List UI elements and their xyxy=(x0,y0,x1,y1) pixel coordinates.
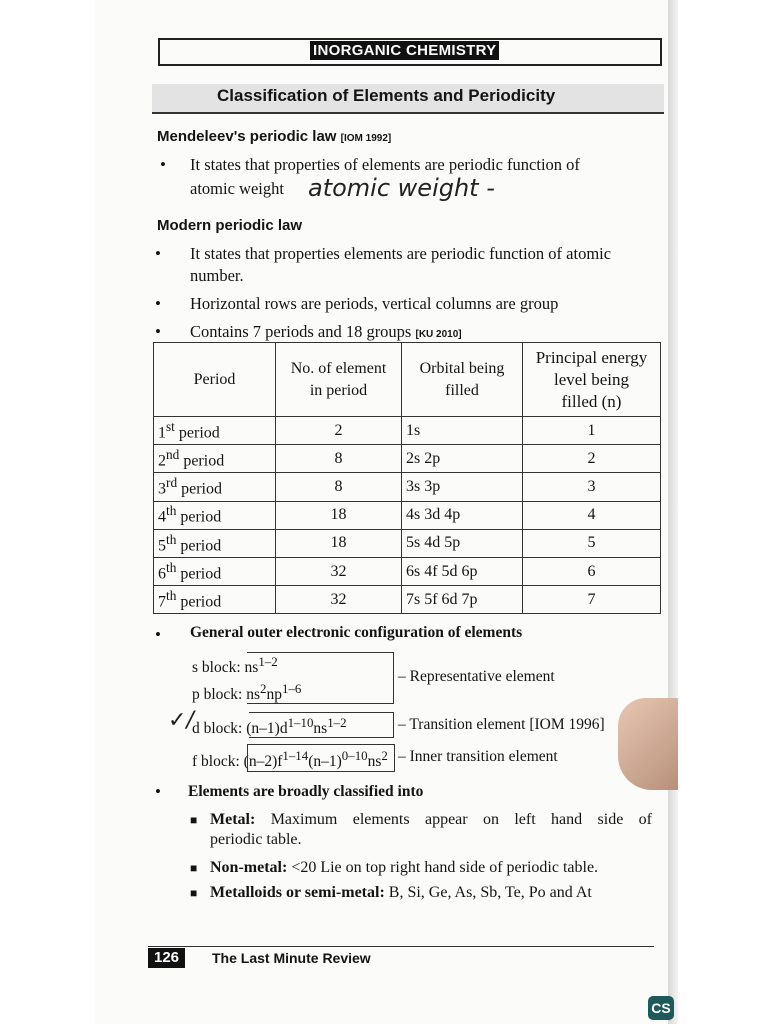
count-cell: 18 xyxy=(276,501,402,529)
modern-heading: Modern periodic law xyxy=(157,217,303,234)
modern-text-1: It states that properties elements are periodic function of atomic xyxy=(190,244,612,263)
bullet-icon: • xyxy=(155,625,161,644)
table-row xyxy=(154,417,661,445)
modern-text-2: number. xyxy=(190,266,244,285)
modern-ref: [KU 2010] xyxy=(415,329,462,340)
period-cell: 1st period xyxy=(154,417,276,445)
period-cell: 6th period xyxy=(154,557,276,585)
metal-line-1: Metal: Maximum elements appear on left hand side of xyxy=(210,811,652,828)
count-cell: 8 xyxy=(276,445,402,473)
period-cell: 4th period xyxy=(154,501,276,529)
period-cell: 5th period xyxy=(154,529,276,557)
handwritten-note: atomic weight - xyxy=(308,174,495,202)
count-cell: 8 xyxy=(276,473,402,501)
table-row xyxy=(154,557,661,585)
modern-text-3: Horizontal rows are periods, vertical columns are group xyxy=(190,294,559,313)
table-row xyxy=(154,501,661,529)
checkmark-icon: ✓/ xyxy=(168,708,194,733)
camscanner-logo: CS xyxy=(648,996,674,1020)
level-cell: 2 xyxy=(523,445,661,473)
bullet-icon: • xyxy=(155,322,161,341)
orbital-cell: 7s 5f 6d 7p xyxy=(402,586,523,614)
f-block: f block: $(n-2)f^{1-14}(n-1)^{0-10}ns^2$ xyxy=(192,748,388,771)
p-block: p block: $ns^2np^{1-6}$ xyxy=(192,681,302,704)
representative-bracket xyxy=(247,652,394,704)
finger-shadow xyxy=(618,698,678,790)
count-cell: 18 xyxy=(276,529,402,557)
orbital-cell: 1s xyxy=(402,417,523,445)
inner-transition-label: – Inner transition element xyxy=(398,748,558,765)
header-elements: No. of element in period xyxy=(276,343,402,417)
mendeleev-text-2: atomic weight xyxy=(190,179,284,198)
header-energy-level: Principal energy level being filled (n) xyxy=(523,343,661,417)
periods-table xyxy=(153,342,661,614)
count-cell: 32 xyxy=(276,557,402,585)
mendeleev-heading: Mendeleev's periodic law [IOM 1992] xyxy=(157,128,392,145)
metalloid-line: Metalloids or semi-metal: B, Si, Ge, As, Sb, Te, Po and At xyxy=(210,884,592,901)
period-cell: 2nd period xyxy=(154,445,276,473)
transition-bracket xyxy=(249,712,394,738)
book-title: The Last Minute Review xyxy=(212,950,371,966)
count-cell: 2 xyxy=(276,417,402,445)
header-period: Period xyxy=(154,343,276,417)
orbital-cell: 4s 3d 4p xyxy=(402,501,523,529)
representative-label: – Representative element xyxy=(398,668,555,685)
subject-title: INORGANIC CHEMISTRY xyxy=(310,41,499,60)
bullet-icon: • xyxy=(155,782,161,801)
header-orbital: Orbital being filled xyxy=(402,343,523,417)
metal-line-2: periodic table. xyxy=(210,831,302,848)
config-heading: General outer electronic configuration of elements xyxy=(190,624,523,641)
s-block: s block: $ns^{1-2}$ xyxy=(192,654,278,677)
level-cell: 5 xyxy=(523,529,661,557)
table-row xyxy=(154,445,661,473)
transition-label: – Transition element [IOM 1996] xyxy=(398,716,605,733)
nonmetal-line: Non-metal: <20 Lie on top right hand side of periodic table. xyxy=(210,859,599,876)
page-edge-shadow xyxy=(668,0,678,1024)
period-cell: 7th period xyxy=(154,586,276,614)
inner-transition-bracket xyxy=(247,744,395,772)
orbital-cell: 5s 4d 5p xyxy=(402,529,523,557)
chapter-title: Classification of Elements and Periodicity xyxy=(217,86,556,105)
square-bullet-icon: ■ xyxy=(190,861,198,875)
orbital-cell: 3s 3p xyxy=(402,473,523,501)
table-row xyxy=(154,529,661,557)
bullet-icon: • xyxy=(155,294,161,313)
level-cell: 3 xyxy=(523,473,661,501)
orbital-cell: 6s 4f 5d 6p xyxy=(402,557,523,585)
d-block: d block: $(n-1)d^{1-10}ns^{1-2}$ xyxy=(192,715,347,738)
table-row xyxy=(154,586,661,614)
level-cell: 4 xyxy=(523,501,661,529)
footer-rule xyxy=(148,946,654,947)
modern-text-4: Contains 7 periods and 18 groups [KU 2010] xyxy=(190,322,462,341)
square-bullet-icon: ■ xyxy=(190,886,198,900)
orbital-cell: 2s 2p xyxy=(402,445,523,473)
bullet-icon: • xyxy=(160,155,166,174)
period-cell: 3rd period xyxy=(154,473,276,501)
page-number: 126 xyxy=(148,948,185,968)
classified-heading: Elements are broadly classified into xyxy=(188,783,424,800)
level-cell: 1 xyxy=(523,417,661,445)
level-cell: 7 xyxy=(523,586,661,614)
mendeleev-ref: [IOM 1992] xyxy=(340,133,392,144)
square-bullet-icon: ■ xyxy=(190,813,198,827)
bullet-icon: • xyxy=(155,244,161,263)
table-header-row xyxy=(154,343,661,417)
table-row xyxy=(154,473,661,501)
mendeleev-text-1: It states that properties of elements are periodic function of xyxy=(190,155,580,174)
count-cell: 32 xyxy=(276,586,402,614)
level-cell: 6 xyxy=(523,557,661,585)
